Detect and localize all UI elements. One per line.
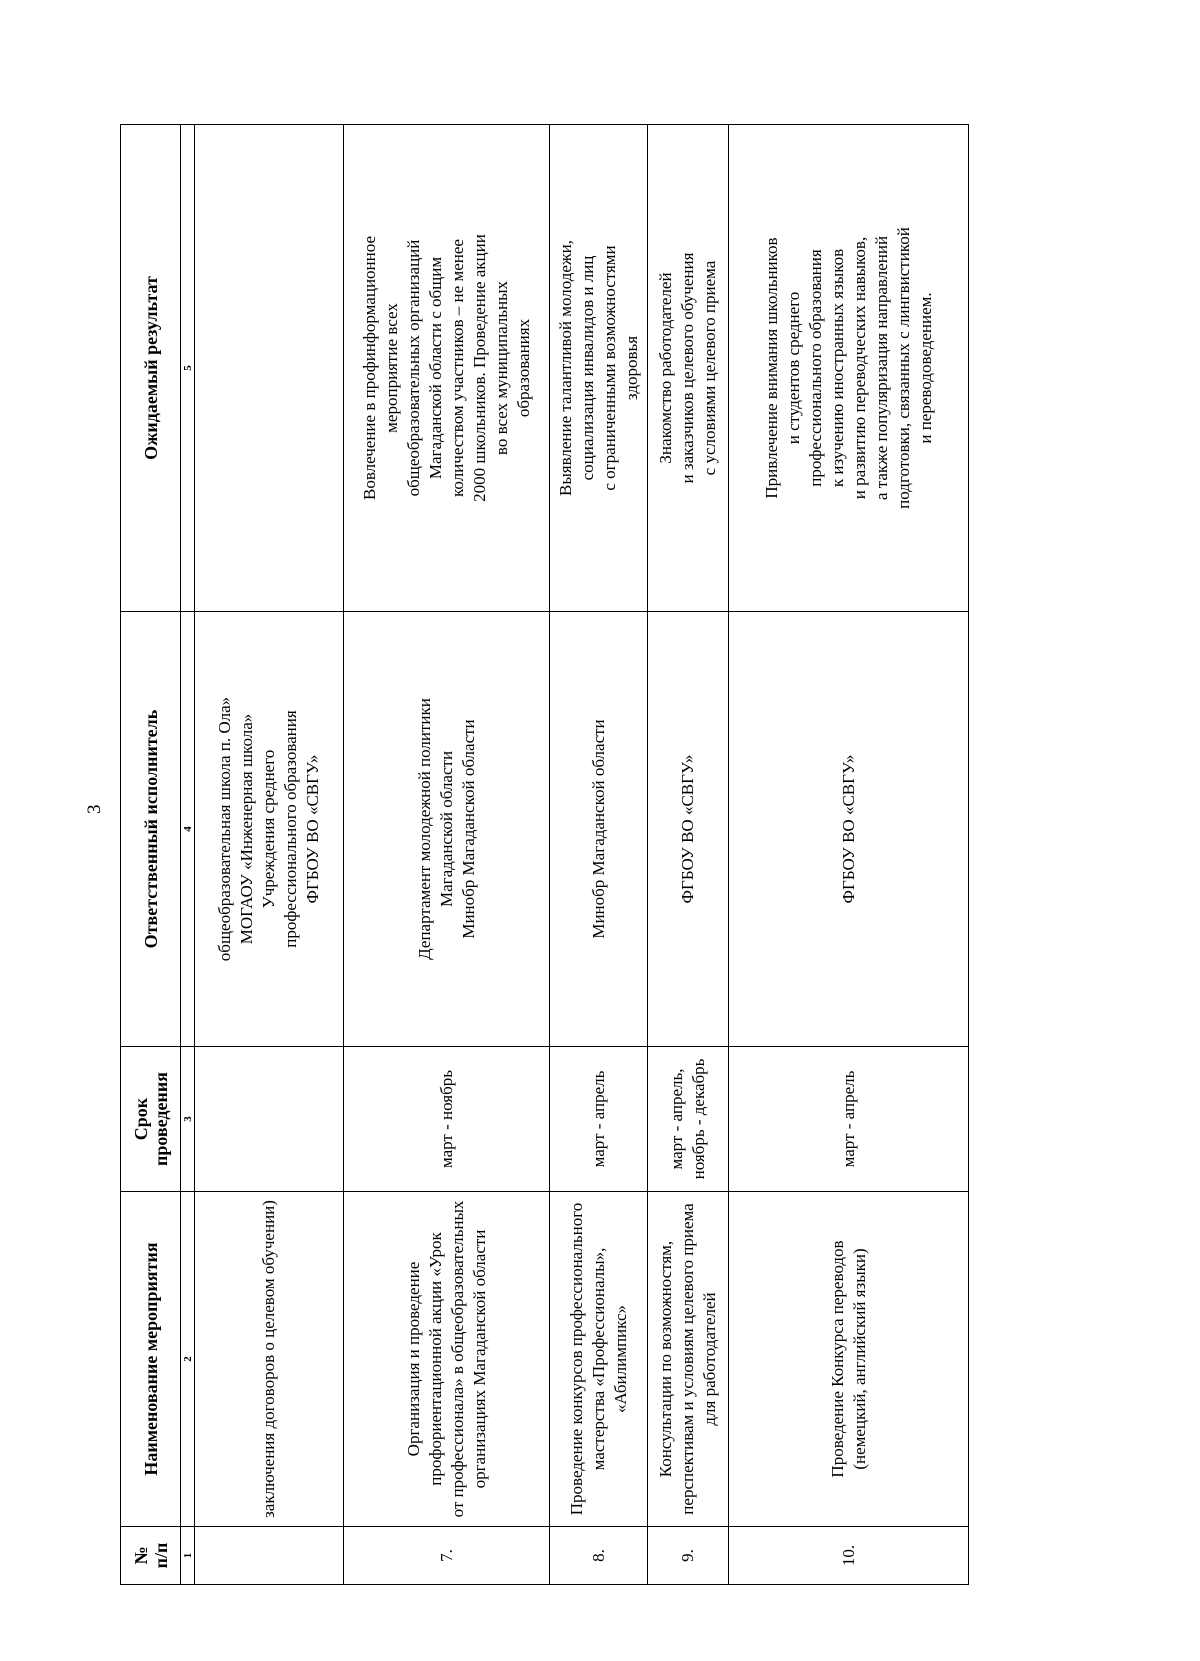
column-number: 1: [181, 1527, 195, 1585]
column-number: 3: [181, 1047, 195, 1192]
row-result: Привлечение внимания школьников и студентов среднего профессионального образования к изучению иностранных языков и развитию переводческих навыков, а также популяризация направлений подготовки, связанных с лингвистикой и переводоведением.: [729, 125, 969, 612]
table-row: [344, 125, 550, 1585]
header-name: Наименование мероприятия: [121, 1192, 181, 1527]
table-row: [550, 125, 648, 1585]
table-row: [729, 125, 969, 1585]
row-num: 7.: [344, 1527, 550, 1585]
row-executor: Департамент молодежной политики Магаданской области Минобр Магаданской области: [344, 612, 550, 1047]
row-num: [195, 1527, 344, 1585]
row-num: 8.: [550, 1527, 648, 1585]
row-name: Организация и проведение профориентационной акции «Урок от профессионала» в общеобразовательных организациях Магаданской области: [344, 1192, 550, 1527]
row-num: 10.: [729, 1527, 969, 1585]
rotated-table-wrapper: [120, 125, 968, 1585]
column-number: 4: [181, 612, 195, 1047]
events-table: [120, 124, 969, 1585]
row-result: Вовлечение в профинформационное мероприятие всех общеобразовательных организаций Магаданской области с общим количеством участников – не менее 2000 школьников. Проведение акции во всех муниципальных образованиях: [344, 125, 550, 612]
table-row: [195, 125, 344, 1585]
row-executor: ФГБОУ ВО «СВГУ»: [729, 612, 969, 1047]
row-result: [195, 125, 344, 612]
page-number: 3: [84, 804, 105, 814]
row-num: 9.: [648, 1527, 729, 1585]
row-term: [195, 1047, 344, 1192]
row-name: заключения договоров о целевом обучении): [195, 1192, 344, 1527]
column-number: 2: [181, 1192, 195, 1527]
header-result: Ожидаемый результат: [121, 125, 181, 612]
row-executor: Минобр Магаданской области: [550, 612, 648, 1047]
row-term: март - апрель: [550, 1047, 648, 1192]
header-executor: Ответственный исполнитель: [121, 612, 181, 1047]
row-term: март - апрель: [729, 1047, 969, 1192]
row-term: март - апрель, ноябрь - декабрь: [648, 1047, 729, 1192]
row-executor: ФГБОУ ВО «СВГУ»: [648, 612, 729, 1047]
column-number: 5: [181, 125, 195, 612]
row-executor: общеобразовательная школа п. Ола» МОГАОУ «Инженерная школа» Учреждения среднего профессионального образования ФГБОУ ВО «СВГУ»: [195, 612, 344, 1047]
table-row: [648, 125, 729, 1585]
table-header-row: [121, 125, 181, 1585]
row-term: март - ноябрь: [344, 1047, 550, 1192]
row-name: Консультации по возможностям, перспективам и условиям целевого приема для работодателей: [648, 1192, 729, 1527]
header-num: № п/п: [121, 1527, 181, 1585]
row-result: Знакомство работодателей и заказчиков целевого обучения с условиями целевого приема: [648, 125, 729, 612]
header-term: Срок проведения: [121, 1047, 181, 1192]
column-number-row: [181, 125, 195, 1585]
row-name: Проведение Конкурса переводов (немецкий, английский языки): [729, 1192, 969, 1527]
row-result: Выявление талантливой молодежи, социализация инвалидов и лиц с ограниченными возможностями здоровья: [550, 125, 648, 612]
row-name: Проведение конкурсов профессионального мастерства «Профессионалы», «Абилимпикс»: [550, 1192, 648, 1527]
